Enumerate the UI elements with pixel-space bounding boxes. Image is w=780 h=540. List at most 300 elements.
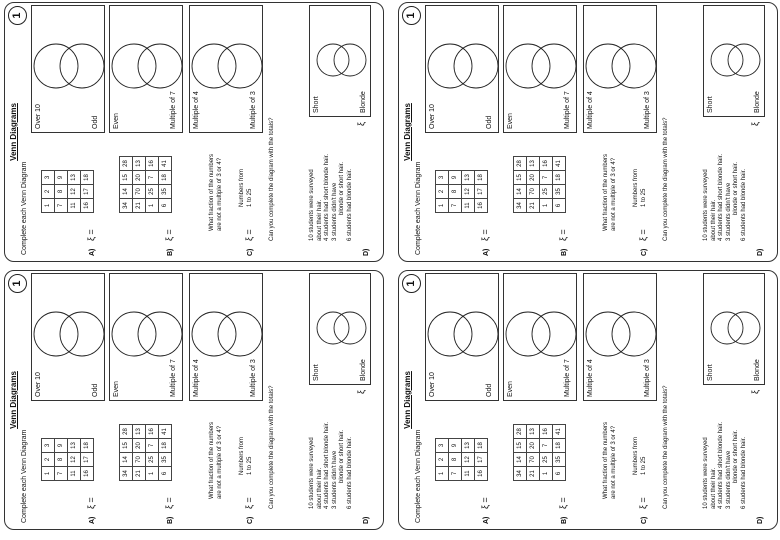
grid-cell: 18 — [553, 171, 566, 185]
grid-cell: 13 — [133, 425, 146, 439]
question-letter: D) — [363, 248, 370, 256]
grid-cell: 35 — [553, 185, 566, 199]
survey-text — [309, 154, 354, 241]
venn-circle-right — [506, 44, 550, 88]
grid-cell: 3 — [436, 439, 449, 453]
venn-diagram — [583, 273, 657, 401]
grid-cell: 8 — [449, 453, 462, 467]
question-a — [425, 273, 501, 525]
grid-cell: 25 — [146, 453, 159, 467]
grid-cell: 14 — [514, 185, 527, 199]
worksheet-title: Venn Diagrams — [403, 371, 412, 429]
worksheet-instructions: Complete each Venn Diagram — [415, 161, 422, 255]
grid-cell: 13 — [133, 157, 146, 171]
survey-line: 4 students had short blonde hair. — [324, 153, 330, 241]
venn-circle-right — [711, 44, 743, 76]
grid-cell: 35 — [159, 185, 172, 199]
grid-cell: 7 — [449, 199, 462, 213]
question-line: What fraction of the numbers — [209, 421, 215, 499]
range-line: Numbers from — [633, 168, 639, 207]
question-a — [425, 5, 501, 257]
set-label-right: Even — [113, 381, 120, 397]
survey-line: 3 students didn't have — [331, 182, 338, 241]
grid-cell: 1 — [42, 199, 55, 213]
range-line: 1 to 25 — [640, 188, 647, 207]
set-label-left: Blonde — [360, 359, 367, 381]
venn-circle-left — [612, 312, 656, 356]
venn-circle-left — [138, 44, 182, 88]
question-line: What fraction of the numbers — [603, 153, 609, 231]
survey-line: blonde or short hair. — [339, 429, 345, 483]
survey-text — [703, 422, 748, 509]
grid-cell: 1 — [436, 467, 449, 481]
question-d — [657, 273, 773, 525]
grid-cell: 18 — [475, 439, 488, 453]
grid-cell: 1 — [42, 467, 55, 481]
number-range — [633, 169, 648, 207]
question-b — [109, 5, 185, 257]
venn-diagram — [189, 5, 263, 133]
set-label-right: Even — [507, 381, 514, 397]
grid-cell: 13 — [68, 439, 81, 453]
grid-cell: 14 — [120, 453, 133, 467]
universal-set-symbol: ξ = — [558, 497, 568, 509]
universal-set-symbol: ξ = — [638, 229, 648, 241]
venn-circle-right — [586, 312, 630, 356]
grid-cell: 16 — [146, 425, 159, 439]
venn-circle-right — [112, 312, 156, 356]
grid-cell: 16 — [146, 157, 159, 171]
grid-cell: 18 — [553, 439, 566, 453]
grid-cell: 3 — [42, 171, 55, 185]
venn-diagram — [309, 5, 371, 126]
venn-diagram — [703, 5, 765, 126]
grid-cell: 7 — [540, 439, 553, 453]
question-line: are not a multiple of 3 or 4? — [216, 425, 223, 499]
question-letter: A) — [89, 516, 96, 524]
set-label-right: Short — [707, 364, 714, 381]
grid-cell: 14 — [514, 453, 527, 467]
survey-line: blonde or short hair. — [733, 429, 739, 483]
worksheet-instructions: Complete each Venn Diagram — [415, 429, 422, 523]
grid-cell: 13 — [462, 171, 475, 185]
survey-line: 3 students didn't have — [725, 182, 732, 241]
set-label-left: Blonde — [754, 359, 761, 381]
worksheet-copy-bottom-right — [398, 270, 778, 530]
grid-cell: 21 — [133, 467, 146, 481]
question-letter: D) — [363, 516, 370, 524]
venn-circle-right — [428, 312, 472, 356]
venn-circle-left — [728, 312, 760, 344]
universal-set-symbol: ξ — [356, 121, 366, 126]
worksheet — [398, 2, 778, 262]
set-label-right: Short — [313, 364, 320, 381]
question-letter: B) — [561, 516, 568, 524]
set-label-left: Multiple of 7 — [170, 91, 177, 129]
question-letter: C) — [641, 248, 648, 256]
survey-line: 6 students had blonde hair. — [346, 168, 353, 241]
set-label-right: Multiple of 4 — [193, 91, 200, 129]
grid-cell: 6 — [553, 467, 566, 481]
range-line: Numbers from — [239, 168, 245, 207]
universal-set-symbol: ξ = — [244, 229, 254, 241]
venn-circles — [32, 274, 104, 400]
survey-line: about their hair. — [316, 467, 323, 509]
grid-cell: 13 — [68, 171, 81, 185]
range-line: 1 to 25 — [246, 456, 253, 475]
number-grid — [435, 438, 488, 481]
grid-cell: 2 — [42, 453, 55, 467]
question-letter: A) — [483, 248, 490, 256]
worksheet-instructions: Complete each Venn Diagram — [21, 429, 28, 523]
grid-cell: 12 — [462, 453, 475, 467]
universal-set-symbol: ξ — [750, 389, 760, 394]
worksheet-instructions: Complete each Venn Diagram — [21, 161, 28, 255]
worksheet — [398, 270, 778, 530]
question-letter: D) — [757, 516, 764, 524]
grid-cell: 18 — [81, 439, 94, 453]
number-grid — [41, 170, 94, 213]
universal-set-symbol: ξ = — [164, 497, 174, 509]
venn-circle-left — [532, 312, 576, 356]
set-label-right: Short — [707, 96, 714, 113]
grid-cell: 70 — [133, 453, 146, 467]
survey-line: about their hair. — [316, 199, 323, 241]
venn-diagram — [109, 273, 183, 401]
venn-circle-right — [711, 312, 743, 344]
grid-cell: 3 — [42, 439, 55, 453]
grid-cell: 34 — [514, 199, 527, 213]
grid-cell: 17 — [81, 453, 94, 467]
grid-cell: 7 — [540, 171, 553, 185]
set-label-left: Multiple of 7 — [564, 91, 571, 129]
venn-diagram — [189, 273, 263, 401]
question-c — [189, 5, 261, 257]
universal-set-symbol: ξ = — [244, 497, 254, 509]
venn-circle-left — [454, 312, 498, 356]
venn-diagram — [425, 5, 499, 133]
survey-line: 10 students were surveyed — [703, 437, 709, 509]
question-line: are not a multiple of 3 or 4? — [610, 425, 617, 499]
survey-line: 10 students were surveyed — [309, 437, 315, 509]
number-grid — [513, 424, 566, 481]
survey-line: about their hair. — [710, 467, 717, 509]
universal-set-symbol: ξ = — [86, 497, 96, 509]
universal-set-symbol: ξ — [750, 121, 760, 126]
number-grid — [119, 156, 172, 213]
venn-circle-left — [532, 44, 576, 88]
worksheet-title: Venn Diagrams — [403, 103, 412, 161]
grid-cell: 41 — [159, 425, 172, 439]
worksheet-copy-top-right — [398, 2, 778, 262]
set-label-left: Odd — [486, 115, 493, 129]
grid-cell: 16 — [540, 157, 553, 171]
fraction-question — [209, 154, 224, 231]
set-label-right: Over 10 — [429, 372, 436, 397]
universal-set-symbol: ξ = — [86, 229, 96, 241]
grid-cell: 18 — [81, 171, 94, 185]
survey-line: 4 students had short blonde hair. — [718, 421, 724, 509]
grid-cell: 41 — [553, 157, 566, 171]
venn-circle-left — [454, 44, 498, 88]
question-letter: C) — [247, 516, 254, 524]
grid-cell: 13 — [527, 157, 540, 171]
set-label-left: Multiple of 7 — [170, 359, 177, 397]
venn-diagram — [309, 273, 371, 394]
grid-cell: 1 — [540, 467, 553, 481]
number-grid — [119, 424, 172, 481]
page-number-badge: 1 — [402, 274, 421, 293]
question-d — [263, 273, 379, 525]
universal-set-symbol: ξ = — [480, 497, 490, 509]
worksheet — [4, 270, 384, 530]
grid-cell: 13 — [527, 425, 540, 439]
grid-cell: 34 — [120, 467, 133, 481]
question-letter: C) — [641, 516, 648, 524]
grid-cell: 17 — [475, 453, 488, 467]
question-b — [503, 5, 579, 257]
survey-line: about their hair. — [710, 199, 717, 241]
number-grid — [513, 156, 566, 213]
grid-cell: 8 — [55, 453, 68, 467]
venn-circle-right — [586, 44, 630, 88]
grid-cell: 15 — [120, 171, 133, 185]
grid-cell: 25 — [540, 453, 553, 467]
universal-set-symbol: ξ = — [558, 229, 568, 241]
venn-circle-right — [34, 312, 78, 356]
range-line: Numbers from — [239, 436, 245, 475]
survey-line: blonde or short hair. — [339, 161, 345, 215]
grid-cell: 20 — [133, 171, 146, 185]
set-label-left: Multiple of 3 — [250, 91, 257, 129]
venn-circle-right — [506, 312, 550, 356]
grid-cell: 16 — [475, 199, 488, 213]
set-label-right: Even — [113, 113, 120, 129]
grid-cell: 12 — [462, 185, 475, 199]
survey-line: 3 students didn't have — [331, 450, 338, 509]
venn-circle-right — [317, 44, 349, 76]
universal-set-symbol: ξ = — [638, 497, 648, 509]
range-line: 1 to 25 — [246, 188, 253, 207]
grid-cell: 7 — [146, 439, 159, 453]
grid-cell: 2 — [42, 185, 55, 199]
grid-cell: 11 — [462, 199, 475, 213]
venn-circle-left — [218, 44, 262, 88]
number-range — [633, 437, 648, 475]
grid-cell: 18 — [159, 439, 172, 453]
venn-circle-left — [728, 44, 760, 76]
venn-circle-left — [218, 312, 262, 356]
question-letter: D) — [757, 248, 764, 256]
venn-diagram — [425, 273, 499, 401]
grid-cell: 70 — [527, 453, 540, 467]
set-label-left: Blonde — [754, 91, 761, 113]
grid-cell: 6 — [553, 199, 566, 213]
grid-cell: 28 — [120, 157, 133, 171]
question-b — [503, 273, 579, 525]
set-label-right: Short — [313, 96, 320, 113]
grid-cell: 17 — [81, 185, 94, 199]
grid-cell: 2 — [436, 453, 449, 467]
worksheet-copy-bottom-left — [4, 270, 384, 530]
grid-cell: 8 — [55, 185, 68, 199]
venn-circle-left — [60, 44, 104, 88]
universal-set-symbol: ξ = — [164, 229, 174, 241]
worksheet — [4, 2, 384, 262]
survey-line: 10 students were surveyed — [703, 169, 709, 241]
set-label-right: Multiple of 4 — [587, 91, 594, 129]
grid-cell: 9 — [449, 439, 462, 453]
question-letter: B) — [167, 248, 174, 256]
set-label-right: Over 10 — [35, 104, 42, 129]
grid-cell: 7 — [146, 171, 159, 185]
set-label-left: Multiple of 3 — [644, 359, 651, 397]
grid-cell: 15 — [514, 439, 527, 453]
grid-cell: 9 — [55, 171, 68, 185]
grid-cell: 20 — [527, 171, 540, 185]
grid-cell: 11 — [68, 467, 81, 481]
set-label-left: Odd — [486, 383, 493, 397]
survey-line: blonde or short hair. — [733, 161, 739, 215]
question-line: What fraction of the numbers — [209, 153, 215, 231]
question-c — [583, 5, 655, 257]
question-a — [31, 5, 107, 257]
venn-circle-left — [138, 312, 182, 356]
question-b — [109, 273, 185, 525]
page-number-badge: 1 — [402, 6, 421, 25]
grid-cell: 28 — [120, 425, 133, 439]
venn-circles — [32, 6, 104, 132]
worksheet-copy-top-left — [4, 2, 384, 262]
worksheet-title: Venn Diagrams — [9, 371, 18, 429]
venn-diagram — [31, 5, 105, 133]
totals-question: Can you complete the diagram with the totals? — [663, 117, 669, 241]
totals-question: Can you complete the diagram with the totals? — [269, 385, 275, 509]
survey-text — [309, 422, 354, 509]
question-c — [583, 273, 655, 525]
survey-line: 4 students had short blonde hair. — [718, 153, 724, 241]
grid-cell: 9 — [55, 439, 68, 453]
grid-cell: 17 — [475, 185, 488, 199]
worksheet-title: Venn Diagrams — [9, 103, 18, 161]
survey-line: 3 students didn't have — [725, 450, 732, 509]
grid-cell: 16 — [81, 467, 94, 481]
venn-circle-left — [334, 44, 366, 76]
grid-cell: 11 — [68, 199, 81, 213]
venn-circle-right — [192, 312, 236, 356]
venn-circle-right — [34, 44, 78, 88]
grid-cell: 18 — [475, 171, 488, 185]
venn-circle-left — [612, 44, 656, 88]
venn-diagram — [109, 5, 183, 133]
grid-cell: 28 — [514, 157, 527, 171]
grid-cell: 70 — [527, 185, 540, 199]
grid-cell: 21 — [527, 467, 540, 481]
page-number-badge: 1 — [8, 274, 27, 293]
set-label-right: Over 10 — [35, 372, 42, 397]
grid-cell: 8 — [449, 185, 462, 199]
question-a — [31, 273, 107, 525]
grid-cell: 35 — [553, 453, 566, 467]
set-label-left: Multiple of 7 — [564, 359, 571, 397]
set-label-left: Multiple of 3 — [250, 359, 257, 397]
grid-cell: 9 — [449, 171, 462, 185]
grid-cell: 70 — [133, 185, 146, 199]
venn-circle-right — [317, 312, 349, 344]
venn-circle-left — [334, 312, 366, 344]
venn-circle-left — [60, 312, 104, 356]
set-label-left: Multiple of 3 — [644, 91, 651, 129]
grid-cell: 16 — [81, 199, 94, 213]
venn-circle-right — [192, 44, 236, 88]
venn-diagram — [503, 273, 577, 401]
fraction-question — [603, 154, 618, 231]
range-line: 1 to 25 — [640, 456, 647, 475]
grid-cell: 25 — [146, 185, 159, 199]
question-letter: A) — [89, 248, 96, 256]
set-label-right: Over 10 — [429, 104, 436, 129]
survey-line: 10 students were surveyed — [309, 169, 315, 241]
grid-cell: 1 — [540, 199, 553, 213]
grid-cell: 35 — [159, 453, 172, 467]
question-c — [189, 273, 261, 525]
number-range — [239, 169, 254, 207]
grid-cell: 15 — [120, 439, 133, 453]
set-label-right: Multiple of 4 — [193, 359, 200, 397]
grid-cell: 6 — [159, 467, 172, 481]
grid-cell: 25 — [540, 185, 553, 199]
survey-text — [703, 154, 748, 241]
question-letter: B) — [167, 516, 174, 524]
grid-cell: 21 — [133, 199, 146, 213]
set-label-right: Multiple of 4 — [587, 359, 594, 397]
grid-cell: 15 — [514, 171, 527, 185]
range-line: Numbers from — [633, 436, 639, 475]
grid-cell: 2 — [436, 185, 449, 199]
number-grid — [435, 170, 488, 213]
set-label-left: Odd — [92, 115, 99, 129]
grid-cell: 7 — [55, 467, 68, 481]
question-d — [263, 5, 379, 257]
universal-set-symbol: ξ = — [480, 229, 490, 241]
grid-cell: 12 — [68, 185, 81, 199]
grid-cell: 1 — [436, 199, 449, 213]
survey-line: 4 students had short blonde hair. — [324, 421, 330, 509]
grid-cell: 1 — [146, 199, 159, 213]
venn-diagram — [503, 5, 577, 133]
question-line: are not a multiple of 3 or 4? — [610, 157, 617, 231]
grid-cell: 16 — [540, 425, 553, 439]
venn-circle-right — [112, 44, 156, 88]
venn-diagram — [31, 273, 105, 401]
grid-cell: 28 — [514, 425, 527, 439]
question-letter: C) — [247, 248, 254, 256]
grid-cell: 34 — [514, 467, 527, 481]
grid-cell: 11 — [462, 467, 475, 481]
question-line: are not a multiple of 3 or 4? — [216, 157, 223, 231]
set-label-right: Even — [507, 113, 514, 129]
number-range — [239, 437, 254, 475]
set-label-left: Blonde — [360, 91, 367, 113]
grid-cell: 34 — [120, 199, 133, 213]
number-grid — [41, 438, 94, 481]
fraction-question — [209, 422, 224, 499]
question-d — [657, 5, 773, 257]
venn-diagram — [703, 273, 765, 394]
fraction-question — [603, 422, 618, 499]
venn-diagram — [583, 5, 657, 133]
grid-cell: 7 — [55, 199, 68, 213]
